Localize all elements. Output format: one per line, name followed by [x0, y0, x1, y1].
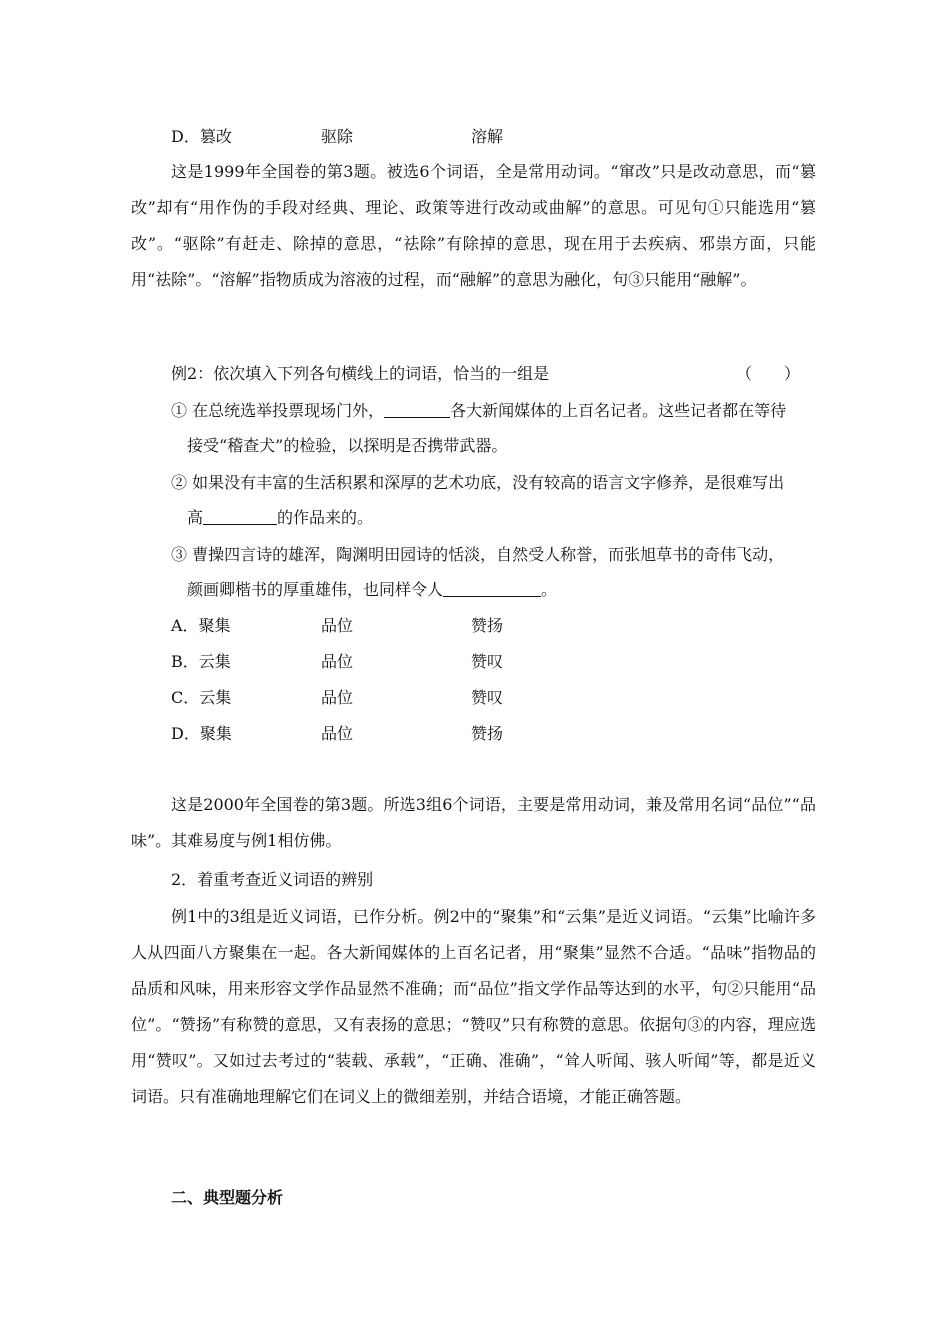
sentence-1-line-1 — [171, 401, 786, 421]
sentence-3-text-c: 。 — [541, 580, 558, 599]
example-2-stem: 例2：依次填入下列各句横线上的词语，恰当的一组是 — [171, 364, 550, 383]
option-a-word3: 赞扬 — [471, 616, 504, 635]
sentence-1-text-b: 各大新闻媒体的上百名记者。这些记者都在等待 — [450, 401, 787, 420]
option-d-word2: 品位 — [321, 724, 354, 743]
section-heading-typical-analysis: 二、典型题分析 — [171, 1188, 284, 1207]
option-d-label: D．聚集 — [171, 724, 232, 743]
option-a-label: A．聚集 — [171, 616, 231, 635]
analysis-paragraph-1: 这是1999年全国卷的第3题。被选6个词语，全是常用动词。“窜改”只是改动意思，而“篡改”却有“用作伪的手段对经典、理论、政策等进行改动或曲解”的意思。可见句①只能选用“篡改”。“驱除”有赶走、除掉的意思，“祛除”有除掉的意思，现在用于去疾病、邪祟方面，只能用“祛除”。“溶解”指物质成为溶液的过程，而“融解”的意思为融化，句③只能用“融解”。 — [131, 162, 816, 289]
option-d-word3: 赞扬 — [471, 724, 504, 743]
option-d-top-word3: 溶解 — [471, 127, 504, 146]
sentence-1-blank — [384, 401, 450, 418]
sentence-2-blank — [203, 508, 277, 525]
option-b-label: B．云集 — [171, 652, 231, 671]
sentence-3-line-1: ③ 曹操四言诗的雄浑，陶渊明田园诗的恬淡，自然受人称誉，而张旭草书的奇伟飞动， — [171, 545, 785, 564]
sentence-3-blank — [443, 580, 541, 597]
analysis-paragraph-3: 例1中的3组是近义词语，已作分析。例2中的“聚集”和“云集”是近义词语。“云集”比喻许多人从四面八方聚集在一起。各大新闻媒体的上百名记者，用“聚集”显然不合适。“品味”指物品的品质和风味，用来形容文学作品显然不准确；而“品位”指文学作品等达到的水平，句②只能用“品位”。“赞扬”有称赞的意思，又有表扬的意思；“赞叹”只有称赞的意思。依据句③的内容，理应选用“赞叹”。又如过去考过的“装载、承载”，“正确、准确”，“耸人听闻、骇人听闻”等，都是近义词语。只有准确地理解它们在词义上的微细差别，并结合语境，才能正确答题。 — [131, 907, 816, 1106]
sentence-2-text-b: 高 — [187, 508, 204, 527]
sentence-1-line-2: 接受“稽查犬”的检验，以探明是否携带武器。 — [187, 436, 508, 455]
sentence-1-text-a: ① 在总统选举投票现场门外， — [171, 401, 385, 420]
option-b-word2: 品位 — [321, 652, 354, 671]
sentence-3-line-2 — [187, 580, 557, 600]
analysis-paragraph-2: 这是2000年全国卷的第3题。所选3组6个词语，主要是常用动词，兼及常用名词“品位”“品味”。其难易度与例1相仿佛。 — [131, 795, 816, 850]
option-c-word3: 赞叹 — [471, 688, 504, 707]
option-d-top-label: D．篡改 — [171, 127, 232, 146]
sentence-2-line-1: ② 如果没有丰富的生活积累和深厚的艺术功底，没有较高的语言文字修养，是很难写出 — [171, 473, 785, 492]
sentence-3-text-b: 颜画卿楷书的厚重雄伟，也同样令人 — [187, 580, 444, 599]
option-d-top-word2: 驱除 — [321, 127, 354, 146]
option-c-word2: 品位 — [321, 688, 354, 707]
sentence-2-text-c: 的作品来的。 — [277, 508, 374, 527]
subheading-near-synonyms: 2．着重考查近义词语的辨别 — [171, 870, 374, 889]
option-c-label: C．云集 — [171, 688, 232, 707]
sentence-2-line-2 — [187, 508, 373, 528]
answer-parentheses: （ ） — [736, 364, 801, 383]
option-b-word3: 赞叹 — [471, 652, 504, 671]
option-a-word2: 品位 — [321, 616, 354, 635]
